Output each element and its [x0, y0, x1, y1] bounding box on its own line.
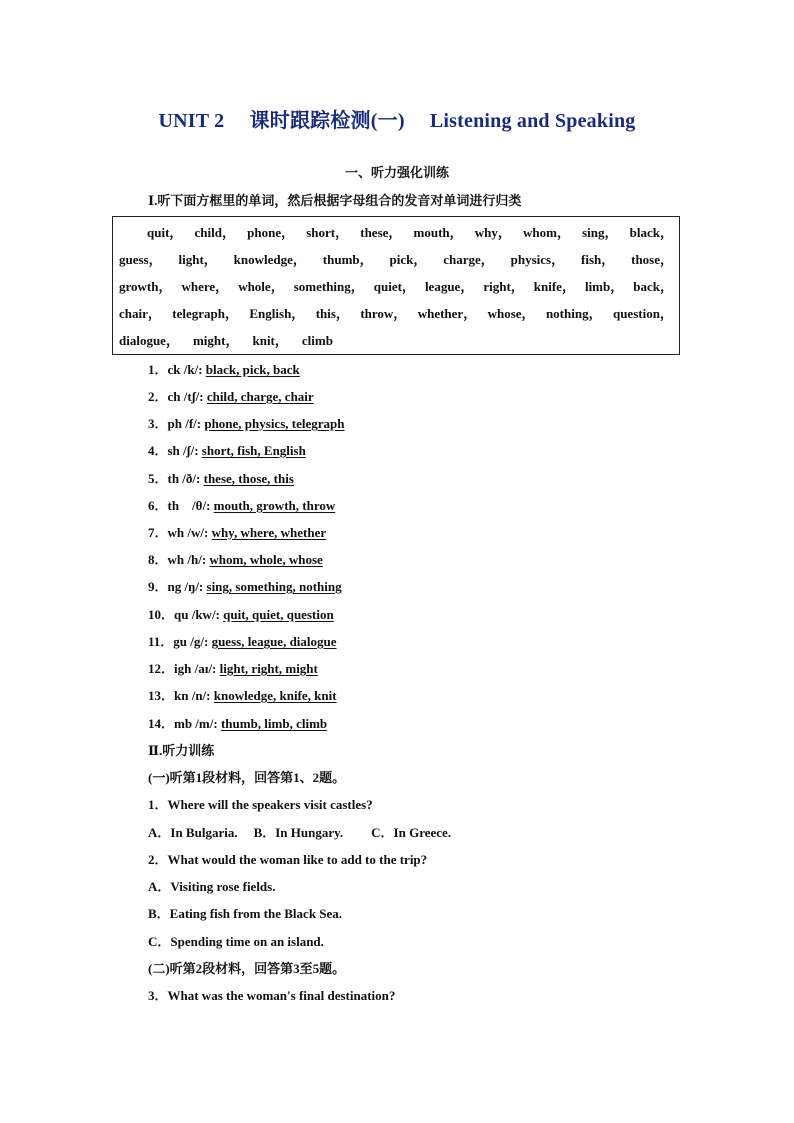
- answer-label: 2．ch /tʃ/:: [148, 389, 207, 404]
- section1-heading: 一、听力强化训练: [344, 165, 449, 180]
- title-unit: UNIT 2: [158, 110, 225, 132]
- answer-label: 5．th /ð/:: [148, 471, 204, 486]
- word-row-4: [119, 303, 673, 322]
- word-item: chair，: [119, 306, 161, 321]
- answer-label: 12．igh /aɪ/:: [148, 661, 220, 676]
- word-item: might，: [192, 333, 239, 348]
- part1-instruction: (一)听第1段材料，回答第1、2题。: [148, 770, 346, 785]
- word-row-1: [119, 222, 673, 241]
- answer-line-6: [148, 495, 335, 514]
- word-item: black，: [629, 225, 673, 240]
- word-item: growth，: [119, 279, 172, 294]
- word-item: short，: [306, 225, 349, 240]
- word-item: right，: [483, 279, 524, 294]
- word-item: these，: [360, 225, 402, 240]
- question-2: 2．What would the woman like to add to the trip?: [148, 852, 428, 867]
- word-item: thumb，: [322, 252, 373, 267]
- answer-text: phone, physics, telegraph: [204, 416, 345, 431]
- answer-line-4: [148, 440, 306, 459]
- word-row-3: [119, 276, 673, 295]
- answer-line-8: [148, 549, 323, 568]
- answer-text: knowledge, knife, knit: [213, 688, 337, 703]
- word-item: knife，: [533, 279, 575, 294]
- word-item: whether，: [417, 306, 477, 321]
- word-item: those，: [631, 252, 673, 267]
- section1-instruction: Ⅰ.听下面方框里的单词，然后根据字母组合的发音对单词进行归类: [148, 193, 522, 208]
- word-item: limb，: [584, 279, 624, 294]
- answer-text: mouth, growth, throw: [213, 498, 336, 513]
- question-2-option-a: A．Visiting rose fields.: [148, 879, 276, 894]
- word-item: quit，: [147, 225, 183, 240]
- answer-text: child, charge, chair: [206, 389, 314, 404]
- word-item: telegraph，: [172, 306, 238, 321]
- question-1-options: [148, 822, 451, 841]
- answer-text: short, fish, English: [201, 443, 306, 458]
- word-item: league，: [424, 279, 474, 294]
- question-1: 1．Where will the speakers visit castles?: [148, 797, 373, 812]
- answer-line-9: [148, 576, 342, 595]
- question-2-option-c: C．Spending time on an island.: [148, 934, 324, 949]
- part2-instruction: (二)听第2段材料，回答第3至5题。: [148, 961, 346, 976]
- answer-label: 8．wh /h/:: [148, 552, 210, 567]
- word-item: where，: [181, 279, 229, 294]
- option-a: A．In Bulgaria.: [148, 825, 238, 840]
- answer-line-3: [148, 413, 344, 432]
- answer-line-1: [148, 359, 300, 378]
- answer-line-2: [148, 386, 314, 405]
- word-item: child，: [194, 225, 235, 240]
- word-row-5: [119, 330, 673, 349]
- word-item: question，: [612, 306, 673, 321]
- word-row-2: [119, 249, 673, 268]
- answer-line-13: [148, 685, 337, 704]
- answer-label: 10．qu /kw/:: [148, 607, 224, 622]
- word-item: physics，: [510, 252, 565, 267]
- word-item: quiet，: [373, 279, 415, 294]
- answer-text: sing, something, nothing: [206, 579, 342, 594]
- answer-label: 13．kn /n/:: [148, 688, 214, 703]
- answer-line-10: [148, 604, 334, 623]
- word-item: sing，: [582, 225, 618, 240]
- answer-text: these, those, this: [203, 471, 294, 486]
- word-item: whom，: [523, 225, 570, 240]
- answer-text: light, right, might: [219, 661, 318, 676]
- option-b: B．In Hungary.: [253, 825, 344, 840]
- answer-text: guess, league, dialogue: [211, 634, 337, 649]
- word-item: fish，: [581, 252, 615, 267]
- answer-label: 6．th /θ/:: [148, 498, 214, 513]
- answer-label: 1．ck /k/:: [148, 362, 206, 377]
- word-item: guess，: [119, 252, 162, 267]
- answer-text: why, where, whether: [211, 525, 327, 540]
- word-item: throw，: [360, 306, 407, 321]
- word-item: whose，: [487, 306, 535, 321]
- answer-label: 4．sh /ʃ/:: [148, 443, 202, 458]
- answer-text: thumb, limb, climb: [220, 716, 328, 731]
- word-item: English，: [249, 306, 305, 321]
- answer-label: 3．ph /f/:: [148, 416, 205, 431]
- answer-line-14: [148, 713, 327, 732]
- answer-line-11: [148, 631, 337, 650]
- answer-text: black, pick, back: [205, 362, 300, 377]
- answer-label: 11．gu /g/:: [148, 634, 212, 649]
- word-item: whole，: [238, 279, 284, 294]
- answer-line-5: [148, 468, 294, 487]
- word-item: charge，: [443, 252, 494, 267]
- answer-label: 14．mb /m/:: [148, 716, 221, 731]
- question-3: 3．What was the woman's final destination?: [148, 988, 396, 1003]
- answer-text: whom, whole, whose: [209, 552, 323, 567]
- title-subtitle: 课时跟踪检测(一): [249, 110, 405, 132]
- word-item: mouth，: [413, 225, 463, 240]
- word-item: something，: [293, 279, 364, 294]
- word-item: pick，: [389, 252, 427, 267]
- word-item: nothing，: [545, 306, 602, 321]
- section2-heading: Ⅱ.听力训练: [148, 743, 215, 758]
- title-topic: Listening and Speaking: [429, 110, 636, 132]
- word-item: phone，: [247, 225, 295, 240]
- question-2-option-b: B．Eating fish from the Black Sea.: [148, 906, 343, 921]
- word-item: knowledge，: [233, 252, 306, 267]
- word-item: back，: [633, 279, 673, 294]
- answer-text: quit, quiet, question: [223, 607, 334, 622]
- word-box: [112, 216, 680, 355]
- word-item: light，: [178, 252, 217, 267]
- word-item: dialogue，: [119, 333, 179, 348]
- answer-line-7: [148, 522, 326, 541]
- answer-line-12: [148, 658, 318, 677]
- option-c: C．In Greece.: [371, 825, 452, 840]
- word-item: climb: [301, 333, 333, 348]
- word-item: knit，: [252, 333, 288, 348]
- word-item: this，: [315, 306, 349, 321]
- word-item: why，: [474, 225, 511, 240]
- page-title: [0, 104, 794, 133]
- answer-label: 9．ng /ŋ/:: [148, 579, 207, 594]
- answer-label: 7．wh /w/:: [148, 525, 212, 540]
